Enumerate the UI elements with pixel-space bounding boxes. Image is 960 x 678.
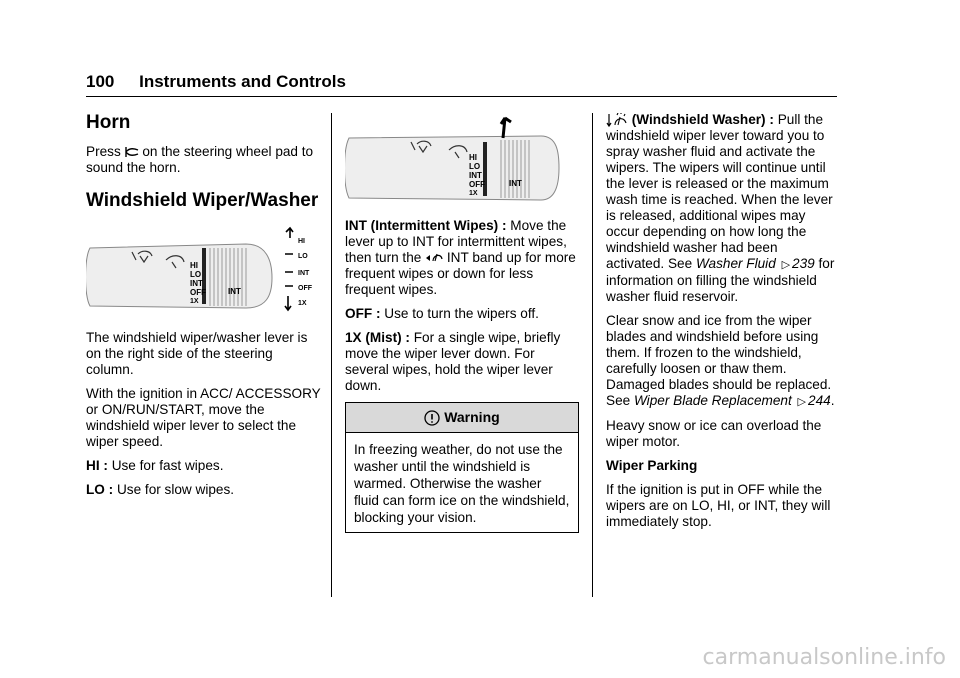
int-text-2: INT band up for more frequent wipes or down for less frequent wipes. — [345, 250, 576, 297]
header-rule — [86, 96, 837, 97]
lever-positions-scale — [282, 226, 294, 318]
washer-fluid-link[interactable]: Washer Fluid — [695, 256, 776, 271]
horn-heading: Horn — [86, 112, 131, 133]
mist-label: 1X (Mist) : — [345, 330, 410, 345]
clear-text-1: Clear snow and ice from the wiper blades and windshield before using them. If frozen to the windshield, carefully loosen or thaw them. Damaged blades should be replaced. See — [606, 313, 832, 408]
lo-paragraph — [86, 482, 322, 498]
horn-text-after: on the steering wheel pad to sound the horn. — [86, 144, 314, 175]
washer-text-2: for information on filling the windshield washer fluid reservoir. — [606, 256, 835, 304]
warning-box — [345, 402, 579, 533]
wiper-heading: Windshield Wiper/Washer — [86, 190, 319, 211]
figure-label-int: INT — [190, 279, 203, 288]
figure-label-lo: LO — [190, 270, 202, 279]
lever-position-hi: HI — [298, 238, 305, 245]
page-header — [86, 72, 346, 92]
washer-fluid-page[interactable]: 239 — [792, 256, 815, 271]
off-label: OFF : — [345, 306, 381, 321]
mist-text: For a single wipe, briefly move the wiper lever down. For several wipes, hold the wiper lever down. — [345, 330, 561, 393]
warning-title: Warning — [444, 409, 500, 425]
washer-label: (Windshield Washer) : — [631, 112, 774, 127]
figure2-label-lo: LO — [469, 162, 481, 171]
column-divider-1 — [331, 113, 332, 597]
lever-position-off: OFF — [298, 285, 312, 292]
lever-position-int: INT — [298, 270, 310, 277]
hi-label: HI : — [86, 458, 108, 473]
figure2-label-int: INT — [469, 171, 482, 180]
int-text-1: Move the lever up to INT for intermittent wipes, then turn the — [345, 218, 567, 265]
int-label: INT (Intermittent Wipes) : — [345, 218, 507, 233]
lever-position-lo: LO — [298, 253, 308, 260]
section-title: Instruments and Controls — [139, 72, 346, 91]
washer-paragraph — [606, 112, 838, 305]
wiper-parking-paragraph: If the ignition is put in OFF while the wipers are on LO, HI, or INT, they will immediately stop. — [606, 482, 831, 529]
wiper-parking-heading — [606, 458, 838, 474]
figure-label-hi: HI — [190, 261, 198, 270]
column-2 — [345, 112, 579, 533]
figure2-label-off: OFF — [469, 180, 485, 189]
page-number: 100 — [86, 72, 115, 91]
off-text: Use to turn the wipers off. — [384, 306, 539, 321]
column-divider-2 — [592, 113, 593, 597]
ignition-paragraph: With the ignition in ACC/ ACCESSORY or ON/RUN/START, move the windshield wiper lever to select the wiper speed. — [86, 386, 321, 449]
horn-icon — [125, 146, 139, 158]
int-paragraph — [345, 218, 579, 298]
column-3 — [606, 112, 838, 538]
washer-icon — [606, 113, 628, 128]
figure2-label-int-band: INT — [509, 179, 522, 188]
page-ref-arrow-icon: ▷ — [781, 259, 791, 271]
wiper-description: The windshield wiper/washer lever is on the right side of the steering column. — [86, 330, 308, 377]
horn-text-before: Press — [86, 144, 121, 159]
wiper-band-figure — [345, 112, 579, 204]
lo-text: Use for slow wipes. — [116, 482, 235, 497]
horn-paragraph — [86, 144, 322, 176]
figure-label-1x: 1X — [190, 298, 199, 305]
clear-paragraph: Clear snow and ice from the wiper blades and windshield before using them. If frozen to the windshield, carefully loosen or thaw them. Damaged blades should be replaced. See Wiper Blade Replacement ▷ 244. — [606, 313, 835, 408]
hi-paragraph — [86, 458, 322, 474]
figure2-label-hi: HI — [469, 153, 477, 162]
lo-label: LO : — [86, 482, 114, 497]
figure-label-off: OFF — [190, 288, 206, 297]
wiper-parking-title: Wiper Parking — [606, 458, 698, 473]
wiper-blade-link[interactable]: Wiper Blade Replacement — [633, 393, 792, 408]
lever-position-1x: 1X — [298, 300, 307, 307]
wiper-lever-figure — [86, 226, 322, 318]
wiper-band-illustration — [345, 112, 579, 204]
page-ref-arrow-icon: ▷ — [797, 396, 807, 408]
wiper-blade-page[interactable]: 244 — [808, 393, 831, 408]
mist-paragraph — [345, 330, 579, 394]
intermittent-band-icon — [425, 251, 443, 265]
washer-text-1: Pull the windshield wiper lever toward you to spray washer fluid and activate the wipers. The wipers will continue until the lever is released or the maximum wash time is reached. When the lever is released, additional wipes may occur depending on how long the windshield washer had been activated. See — [606, 112, 833, 271]
off-paragraph — [345, 306, 579, 322]
hi-text: Use for fast wipes. — [111, 458, 224, 473]
figure2-label-1x: 1X — [469, 190, 478, 197]
warning-header — [346, 403, 578, 433]
heavy-snow-paragraph: Heavy snow or ice can overload the wiper motor. — [606, 418, 822, 449]
warning-icon — [424, 410, 440, 426]
column-1 — [86, 104, 322, 506]
figure-label-int-band: INT — [228, 287, 241, 296]
warning-text: In freezing weather, do not use the washer until the windshield is warmed. Otherwise the washer fluid can form ice on the windshield, blocking your vision. — [354, 442, 570, 526]
watermark: carmanualsonline.info — [702, 645, 946, 670]
